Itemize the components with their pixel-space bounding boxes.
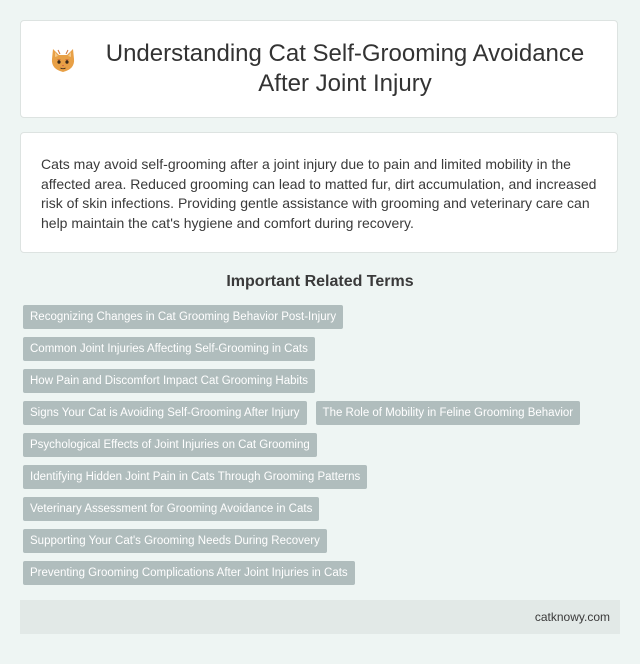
- term-tag[interactable]: Common Joint Injuries Affecting Self-Grooming in Cats: [23, 337, 315, 361]
- footer: [20, 600, 620, 634]
- cat-face-icon: [48, 45, 78, 75]
- page-title: Understanding Cat Self-Grooming Avoidance After Joint Injury: [105, 40, 585, 97]
- term-tag[interactable]: Veterinary Assessment for Grooming Avoidance in Cats: [23, 497, 319, 521]
- description-card: [20, 132, 618, 253]
- term-tag[interactable]: Psychological Effects of Joint Injuries on Cat Grooming: [23, 433, 317, 457]
- description-text: Cats may avoid self-grooming after a joint injury due to pain and limited mobility in the affected area. Reduced grooming can lead to matted fur, dirt accumulation, and increased risk of skin infections. Providing gentle assistance with grooming and veterinary care can help maintain the cat's hygiene and comfort during recovery.: [41, 156, 597, 231]
- term-tag[interactable]: Recognizing Changes in Cat Grooming Behavior Post-Injury: [23, 305, 343, 329]
- term-tag[interactable]: Supporting Your Cat's Grooming Needs During Recovery: [23, 529, 327, 553]
- term-row: [23, 337, 613, 361]
- term-tag[interactable]: Identifying Hidden Joint Pain in Cats Through Grooming Patterns: [23, 465, 367, 489]
- related-terms-heading: Important Related Terms: [226, 273, 414, 290]
- term-tag[interactable]: Preventing Grooming Complications After Joint Injuries in Cats: [23, 561, 355, 585]
- term-row: [23, 401, 613, 425]
- header-card: [20, 20, 618, 118]
- term-row: [23, 433, 613, 457]
- term-tag[interactable]: Signs Your Cat is Avoiding Self-Grooming After Injury: [23, 401, 307, 425]
- term-row: [23, 465, 613, 489]
- term-row: [23, 369, 613, 393]
- related-terms-list: [23, 305, 613, 593]
- term-row: [23, 305, 613, 329]
- term-row: [23, 561, 613, 585]
- header-inner: [48, 39, 590, 99]
- term-row: [23, 529, 613, 553]
- footer-site[interactable]: catknowy.com: [534, 610, 610, 624]
- term-tag[interactable]: The Role of Mobility in Feline Grooming Behavior: [316, 401, 581, 425]
- term-tag[interactable]: How Pain and Discomfort Impact Cat Grooming Habits: [23, 369, 315, 393]
- term-row: [23, 497, 613, 521]
